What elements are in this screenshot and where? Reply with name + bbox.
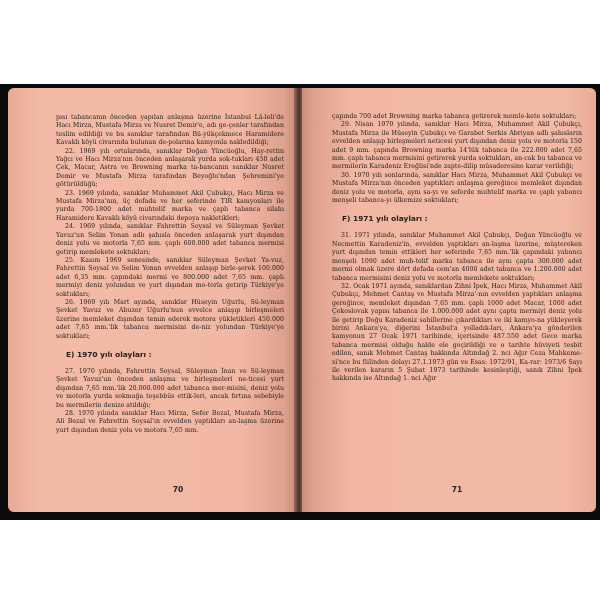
paragraph-25: 25. Kasım 1969 senesinde, sanıklar Süleyman Şevket Ya-vuz, Fahrettin Soysal ve Selim Yonan evvelden anlaşıp birle-şerek 100.000 adet 6,35 mm. çapındaki mermi ve 800.000 adet 7,65 mm. çaplı mermiyi deniz yolundan ve yurt dışından mo-torla getirip Türkiye'ye soktukları; <box>56 256 284 298</box>
paragraph-29: 29. Nisan 1970 yılında, sanıklar Hacı Mirza, Muhammet Akil Çubukçı, Mustafa Mirza ile Hüseyin Çubukçı ve Garabet Serkis Abriyan adlı şahısların evvelden anlaşıp birleşmeleri neticesi yurt dışından deniz yolu ve motorla 150 adet 9 mm. çapında Browning marka 14'lük tabanca ile 222.000 adet 7,65 mm. çaplı tabanca mermisini getirerek yurda soktukları, an-cak bu tabanca ve mermilerin Karadeniz Ereğlisi'nde zapte-dilip müsaderesine karar verildiği; <box>332 121 582 171</box>
section-heading-1971: F) 1971 yılı olayları : <box>342 214 428 224</box>
page-number-right: 71 <box>451 485 463 494</box>
section-heading-1970: E) 1970 yılı olayları : <box>66 349 152 359</box>
right-page <box>302 88 596 512</box>
page-number-left: 70 <box>172 485 184 494</box>
open-book <box>0 84 600 520</box>
paragraph-27: 27. 1970 yılında, Fahrettin Soysal, Süleyman İnan ve Sü-leyman Şevket Yavuz'un önceden anlaşma ve birleşmeleri ne-ticesi yurt dışından 7,65 mm.'lik 20.000.000 adet tabanca mer-misini, deniz yolu ve motorla yurda sokmağa teşebbüs ettik-leri, ancak fırtına sebebiyle bu mermilerin denize atıldığı; <box>56 367 284 409</box>
paragraph-24: 24. 1969 yılında, sanıklar Fahrettin Soysal ve Süleyman Şevket Yavuz'un Selim Yonan adlı şahısla önceden anlaşarak yurt dışından deniz yolu ve motorla 7,65 mm. çaplı 600.000 adet tabanca mermisi getirip memlekete soktukları; <box>56 223 284 256</box>
paragraph-32: 32. Ocak 1971 ayında, sanıklardan Zihni İpek, Hacı Mirza, Muhammet Akil Çubukçı, Mehmet Cantaş ve Mustafa Mirza'-nın evvelden yaptıkları anlaşma gereğince, memleket dışından 7,65 mm. çaplı 1000 adet Macar, 1000 adet Çekoslovak yapısı tabanca ile 1.000.000 adet aynı çapta mermiyi deniz yolu ile getirip Doğu Karadeniz sahillerine çıkardıkları ve iki kamyo-na yükleyerek birini Ankara'ya, diğerini İstanbul'a yolladık-ları, Ankara'ya gönderilen kamyonun 27 Ocak 1971 tarihinde, içerisinde 487.550 adet Geco marka tabanca mermisi olduğu halde ele geçirildiği ve o tarihte hüviyeti tesbit edilen, sanık Mehmet Cantaş hakkında Altındağ 2. nci Ağır Ceza Mahkeme-si'nce bu fiilinden dolayı 27.1.1973 gün ve Esas: 1972/91, Ka-rar: 1973/6 Sayı ile verilen kararın 5 Şubat 1973 tarihinde kesinleştiği, sanık Zihni İpek hakkında ise Altındağ 1. nci Ağır <box>332 282 582 383</box>
paragraph-23: 23. 1969 yılında, sanıklar Muhammet Akil Çubukçı, Hacı Mirza ve Mustafa Mirza'nın, üç defada ve her seferinde TIR kamyonları ile yurda 700-1800 adet muhtelif marka ve çaplı tabanca silahı Haramidere Kavaklı köyü civarındaki depoya nakletikleri; <box>56 189 284 222</box>
paragraph-28-end: çapında 700 adet Browning marka tabanca getirerek memle-kete soktukları; <box>332 113 577 120</box>
left-page <box>8 88 296 512</box>
paragraph-28: 28. 1970 yılında sanıklar Hacı Mirza, Sefer Bezal, Mustafa Mirza, Ali Bezal ve Fahrettin Soysal'ın evvelden yaptıkları an-laşma üzerine yurt dışından deniz yolu ve motora 7,65 mm. <box>56 410 284 434</box>
paragraph-22: 22. 1969 yılı ortalarında, sanıklar Doğan Yüncüoğlu, Hay-rettin Yağcı ve Hacı Mirza'nın önceden anlaşarak yurda sok-tukları 450 adet Çek, Macar, Astra ve Browning marka ta-bancanın sanıklar Nusret Demir ve Mustafa Mirza tarafından Beyoğlu'ndan Şehremini'ye götürüldüğü; <box>56 147 284 189</box>
paragraph-30: 30. 1970 yılı sonlarında, sanıklar Hacı Mirza, Muhammet Akil Çubukçı ve Mustafa Mirza'nın önceden yaptıkları anlaşma gereğince memleket dışından deniz yolu ve motorla, aynı sa-yı ve seferde muhtelif marka ve çaplı yabancı menşeli tabanca-yı ülkemize soktukları; <box>332 171 582 205</box>
paragraph-21-end: pısı tabancanın önceden yapılan anlaşma üzerine İstanbul Lâ-leli'de Hacı Mirza, Mustafa Mirza ve Nusret Demir'e, adı ge-çenler tarafından teslim edildiği ve bu sanıklar tarafından Bü-yükçekmece Haramidere Kavaklı köyü civarında bulunan de-polarına kamyonla nakledildiği; <box>56 114 284 147</box>
paragraph-31: 31. 1971 yılında, sanıklar Muhammet Akil Çubukçı, Doğan Yüncüoğlu ve Necmettin Karadeniz'in, evvelden yaptıkları an-laşma üzerine, müştereken yurt dışından temin ettikleri her seferinde 7,65 mm.'lik çapındaki yabancı menşeli 1090 adet muh-telif marka tabanca ile aynı çapta 300.000 adet mermi olmak üzere dört defada cem'an 4000 adet tabanca ve 1.200.000 adet tabanca mermisini deniz yolu ve motorla memlekete soktukları; <box>332 232 582 282</box>
paragraph-26: 26. 1969 yılı Mart ayında, sanıklar Hüseyin Uğurlu, Sü-leyman Şevket Yavuz ve Abuzer Uğurlu'nun evvelce anlaşıp birleşmeleri üzerine memleket dışından temin ederek motora yükletikleri 450.000 adet 7,65 mm.'lik tabanca mermisini de-niz yolundan Türkiye'ye soktukları; <box>56 298 284 340</box>
